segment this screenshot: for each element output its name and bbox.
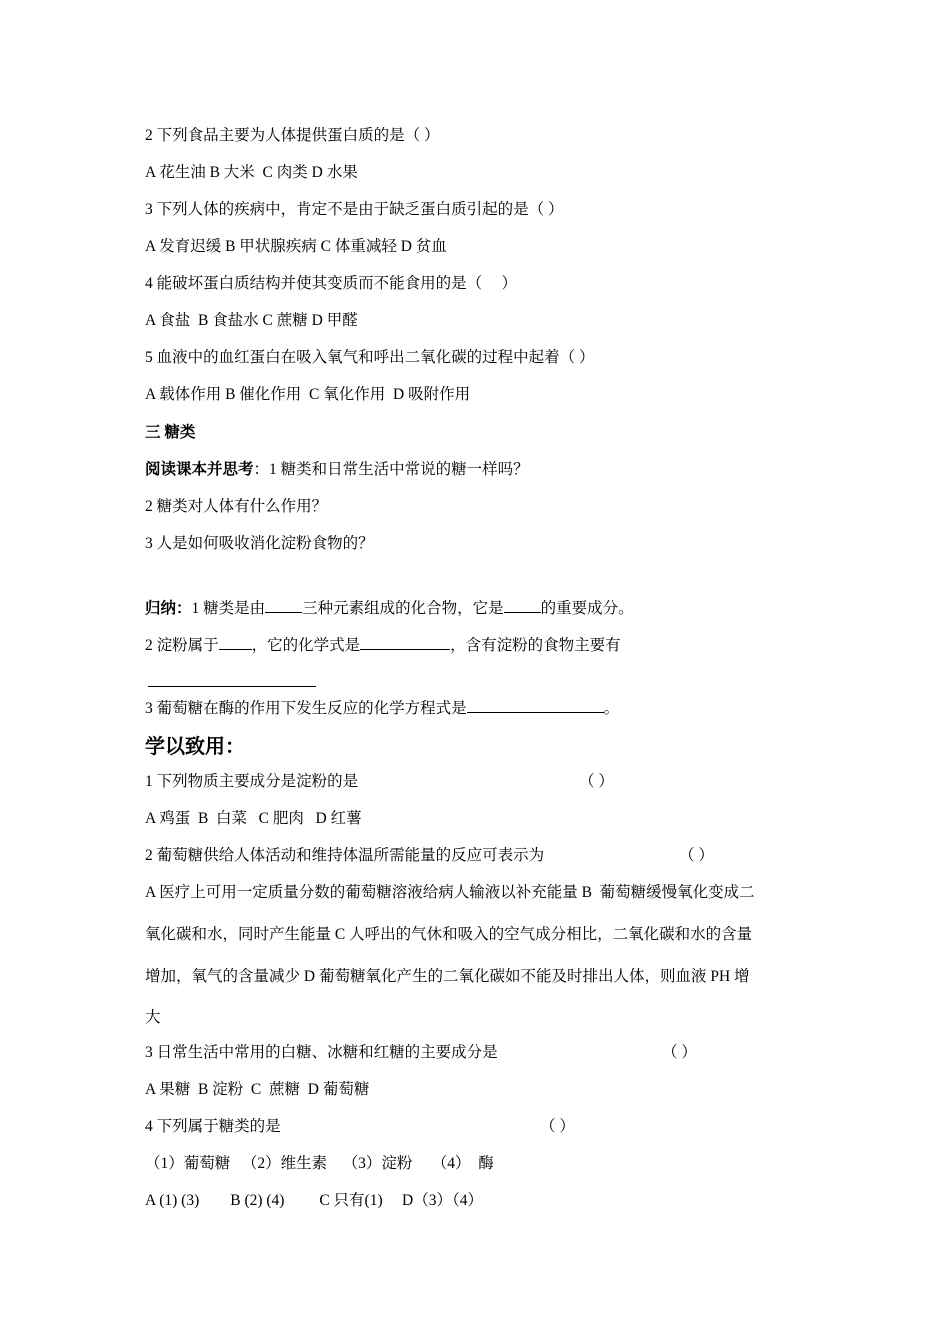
apply-question-3: 3 日常生活中常用的白糖、冰糖和红糖的主要成分是: [145, 1044, 498, 1061]
protein-question-2: 2 下列食品主要为人体提供蛋白质的是（ ）: [145, 127, 440, 144]
summary-line-2: [145, 633, 621, 656]
sugar-section-title: 三 糖类: [145, 424, 196, 441]
apply-question-1-options: A 鸡蛋 B 白菜 C 肥肉 D 红薯: [145, 810, 362, 827]
summary-label: 归纳：: [145, 600, 192, 617]
fill-blank-formula[interactable]: [360, 633, 450, 650]
protein-question-3-options: A 发育迟缓 B 甲状腺疾病 C 体重减轻 D 贫血: [145, 238, 447, 255]
summary-line-3: [145, 696, 619, 719]
reading-question-2: 2 糖类对人体有什么作用？: [145, 498, 328, 515]
protein-question-4-options: A 食盐 B 食盐水 C 蔗糖 D 甲醛: [145, 312, 358, 329]
apply-question-3-options: A 果糖 B 淀粉 C 蔗糖 D 葡萄糖: [145, 1081, 370, 1098]
reading-question-1: [145, 460, 529, 480]
fill-blank-starch-foods[interactable]: [148, 686, 316, 687]
summary-1-part-a: 1 糖类是由: [191, 600, 266, 617]
summary-1-part-b: 三种元素组成的化合物，它是: [302, 600, 504, 617]
protein-question-2-options: A 花生油 B 大米 C 肉类 D 水果: [145, 164, 358, 181]
summary-line-1: [145, 596, 634, 619]
apply-question-2-options-line-1: A 医疗上可用一定质量分数的葡萄糖溶液给病人输液以补充能量 B 葡萄糖缓慢氧化变成二: [145, 884, 755, 901]
reading-question-3: 3 人是如何吸收消化淀粉食物的？: [145, 535, 374, 552]
apply-question-2-options-line-4: 大: [145, 1009, 161, 1026]
apply-question-1: 1 下列物质主要成分是淀粉的是: [145, 773, 359, 790]
protein-question-4: 4 能破坏蛋白质结构并使其变质而不能食用的是（ ）: [145, 275, 518, 292]
fill-blank-elements[interactable]: [265, 596, 302, 613]
protein-question-5-options: A 载体作用 B 催化作用 C 氧化作用 D 吸附作用: [145, 386, 471, 403]
fill-blank-starch-type[interactable]: [219, 633, 252, 650]
apply-section-title: 学以致用：: [145, 734, 245, 758]
fill-blank-role[interactable]: [504, 596, 541, 613]
apply-question-4-options: A (1) (3) B (2) (4) C 只有(1) D（3）（4）: [145, 1192, 483, 1209]
summary-3-part-b: 。: [603, 700, 620, 717]
apply-question-2-options-line-3: 增加，氧气的含量减少 D 葡萄糖氧化产生的二氧化碳如不能及时排出人体，则血液 PH 增: [145, 968, 750, 985]
summary-2-part-c: ，含有淀粉的食物主要有: [450, 637, 621, 654]
apply-question-2-options-line-2: 氧化碳和水，同时产生能量 C 人呼出的气休和吸入的空气成分相比，二氧化碳和水的含量: [145, 926, 753, 943]
reading-question-1-text: ：1 糖类和日常生活中常说的糖一样吗？: [253, 461, 529, 478]
protein-question-3: 3 下列人体的疾病中，肯定不是由于缺乏蛋白质引起的是（ ）: [145, 201, 564, 218]
apply-question-4: 4 下列属于糖类的是: [145, 1118, 281, 1135]
apply-question-2-paren: （ ）: [679, 847, 714, 864]
fill-blank-equation[interactable]: [467, 696, 604, 713]
apply-question-4-items: （1）葡萄糖 （2）维生素 （3）淀粉 （4） 酶: [145, 1155, 494, 1172]
reading-label: 阅读课本并思考: [145, 461, 254, 478]
summary-3-part-a: 3 葡萄糖在酶的作用下发生反应的化学方程式是: [145, 700, 467, 717]
apply-question-2: 2 葡萄糖供给人体活动和维持体温所需能量的反应可表示为: [145, 847, 545, 864]
protein-question-5: 5 血液中的血红蛋白在吸入氧气和呼出二氧化碳的过程中起着（ ）: [145, 349, 595, 366]
apply-question-1-paren: （ ）: [579, 773, 614, 790]
summary-1-part-c: 的重要成分。: [540, 600, 634, 617]
apply-question-3-paren: （ ）: [662, 1044, 697, 1061]
summary-2-part-a: 2 淀粉属于: [145, 637, 219, 654]
apply-question-4-paren: （ ）: [540, 1118, 575, 1135]
summary-2-part-b: ，它的化学式是: [251, 637, 361, 654]
